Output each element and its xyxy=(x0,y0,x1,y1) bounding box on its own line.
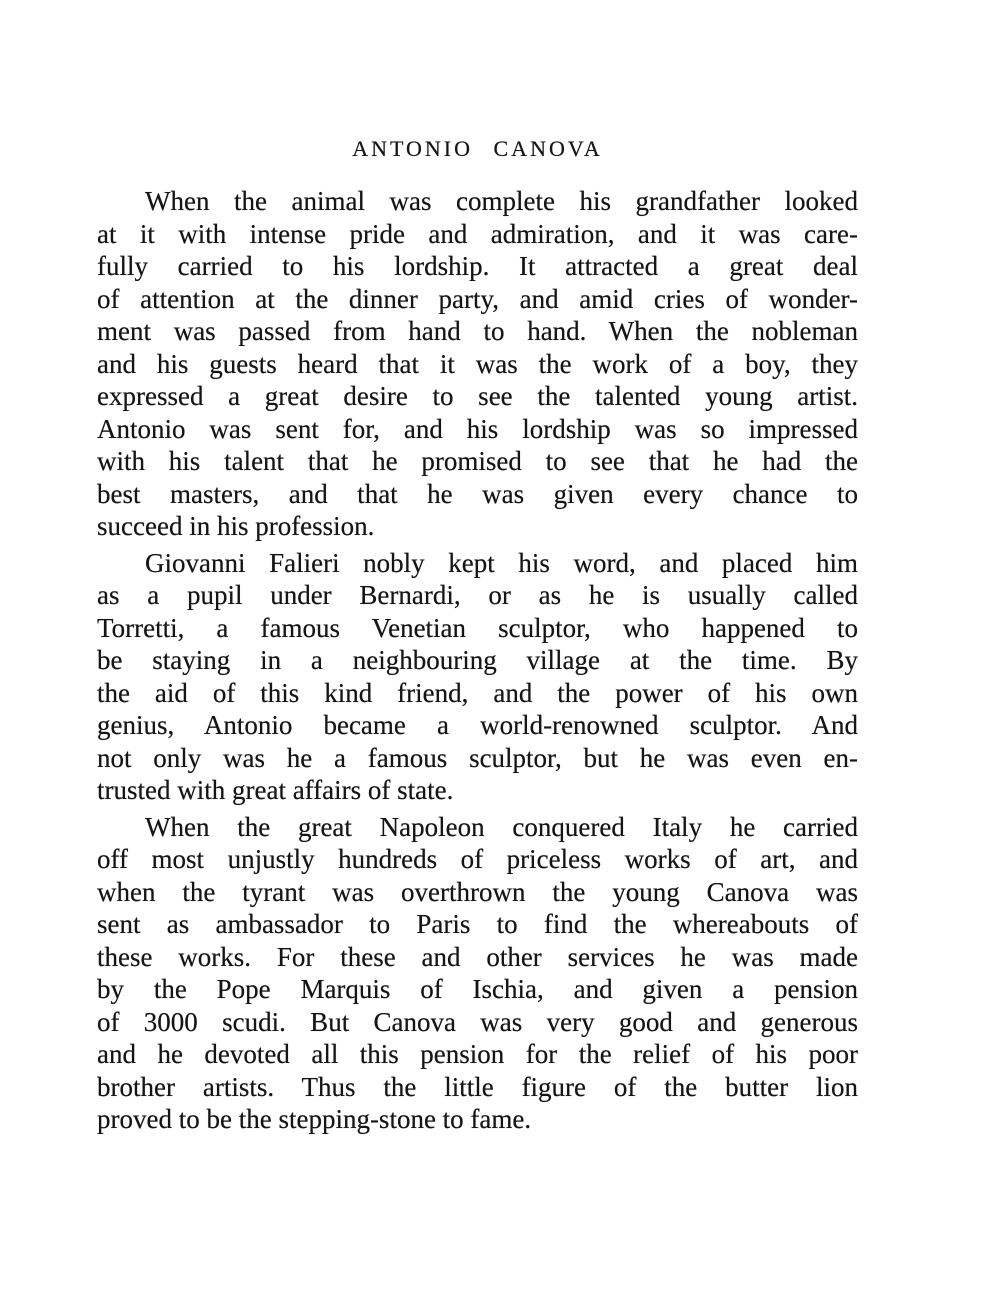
text-line: expressed a great desire to see the talented young artist. xyxy=(97,381,858,411)
text-line: with his talent that he promised to see that he had the xyxy=(97,446,858,476)
text-line: genius, Antonio became a world-renowned sculptor. And xyxy=(97,710,858,740)
text-line: be staying in a neighbouring village at the time. By xyxy=(97,645,858,675)
text-line: by the Pope Marquis of Ischia, and given a pension xyxy=(97,974,858,1004)
text-line: sent as ambassador to Paris to find the whereabouts of xyxy=(97,909,858,939)
text-line: When the great Napoleon conquered Italy he carried xyxy=(145,811,858,842)
text-line: Torretti, a famous Venetian sculptor, who happened to xyxy=(97,612,858,643)
text-line: and his guests heard that it was the work of a boy, they xyxy=(97,348,858,379)
text-line: of attention at the dinner party, and amid cries of wonder- xyxy=(97,283,858,314)
text-line: ment was passed from hand to hand. When the nobleman xyxy=(97,316,858,346)
text-line: succeed in his profession. xyxy=(97,511,375,541)
text-line: off most unjustly hundreds of priceless works of art, and xyxy=(97,844,858,874)
text-line: trusted with great affairs of state. xyxy=(97,775,454,805)
text-column xyxy=(97,138,858,1136)
paragraph-3 xyxy=(97,811,858,1136)
text-line: when the tyrant was overthrown the young Canova was xyxy=(97,876,858,907)
text-line: of 3000 scudi. But Canova was very good and generous xyxy=(97,1006,858,1037)
text-line: and he devoted all this pension for the relief of his poor xyxy=(97,1039,858,1069)
text-line: as a pupil under Bernardi, or as he is usually called xyxy=(97,580,858,610)
paragraph-2 xyxy=(97,547,858,807)
page-title: ANTONIO CANOVA xyxy=(352,136,603,161)
paragraph-1 xyxy=(97,185,858,543)
text-line: the aid of this kind friend, and the power of his own xyxy=(97,677,858,708)
text-line: best masters, and that he was given every chance to xyxy=(97,478,858,509)
text-line: Antonio was sent for, and his lordship was so impressed xyxy=(97,413,858,444)
text-line: at it with intense pride and admiration, and it was care- xyxy=(97,218,858,249)
text-line: brother artists. Thus the little figure of the butter lion xyxy=(97,1071,858,1102)
text-line: not only was he a famous sculptor, but he was even en- xyxy=(97,742,858,773)
text-line: these works. For these and other services he was made xyxy=(97,941,858,972)
text-line: When the animal was complete his grandfather looked xyxy=(145,186,858,216)
text-line: proved to be the stepping-stone to fame. xyxy=(97,1104,532,1134)
text-line: fully carried to his lordship. It attracted a great deal xyxy=(97,251,858,281)
text-line: Giovanni Falieri nobly kept his word, and placed him xyxy=(145,547,858,578)
